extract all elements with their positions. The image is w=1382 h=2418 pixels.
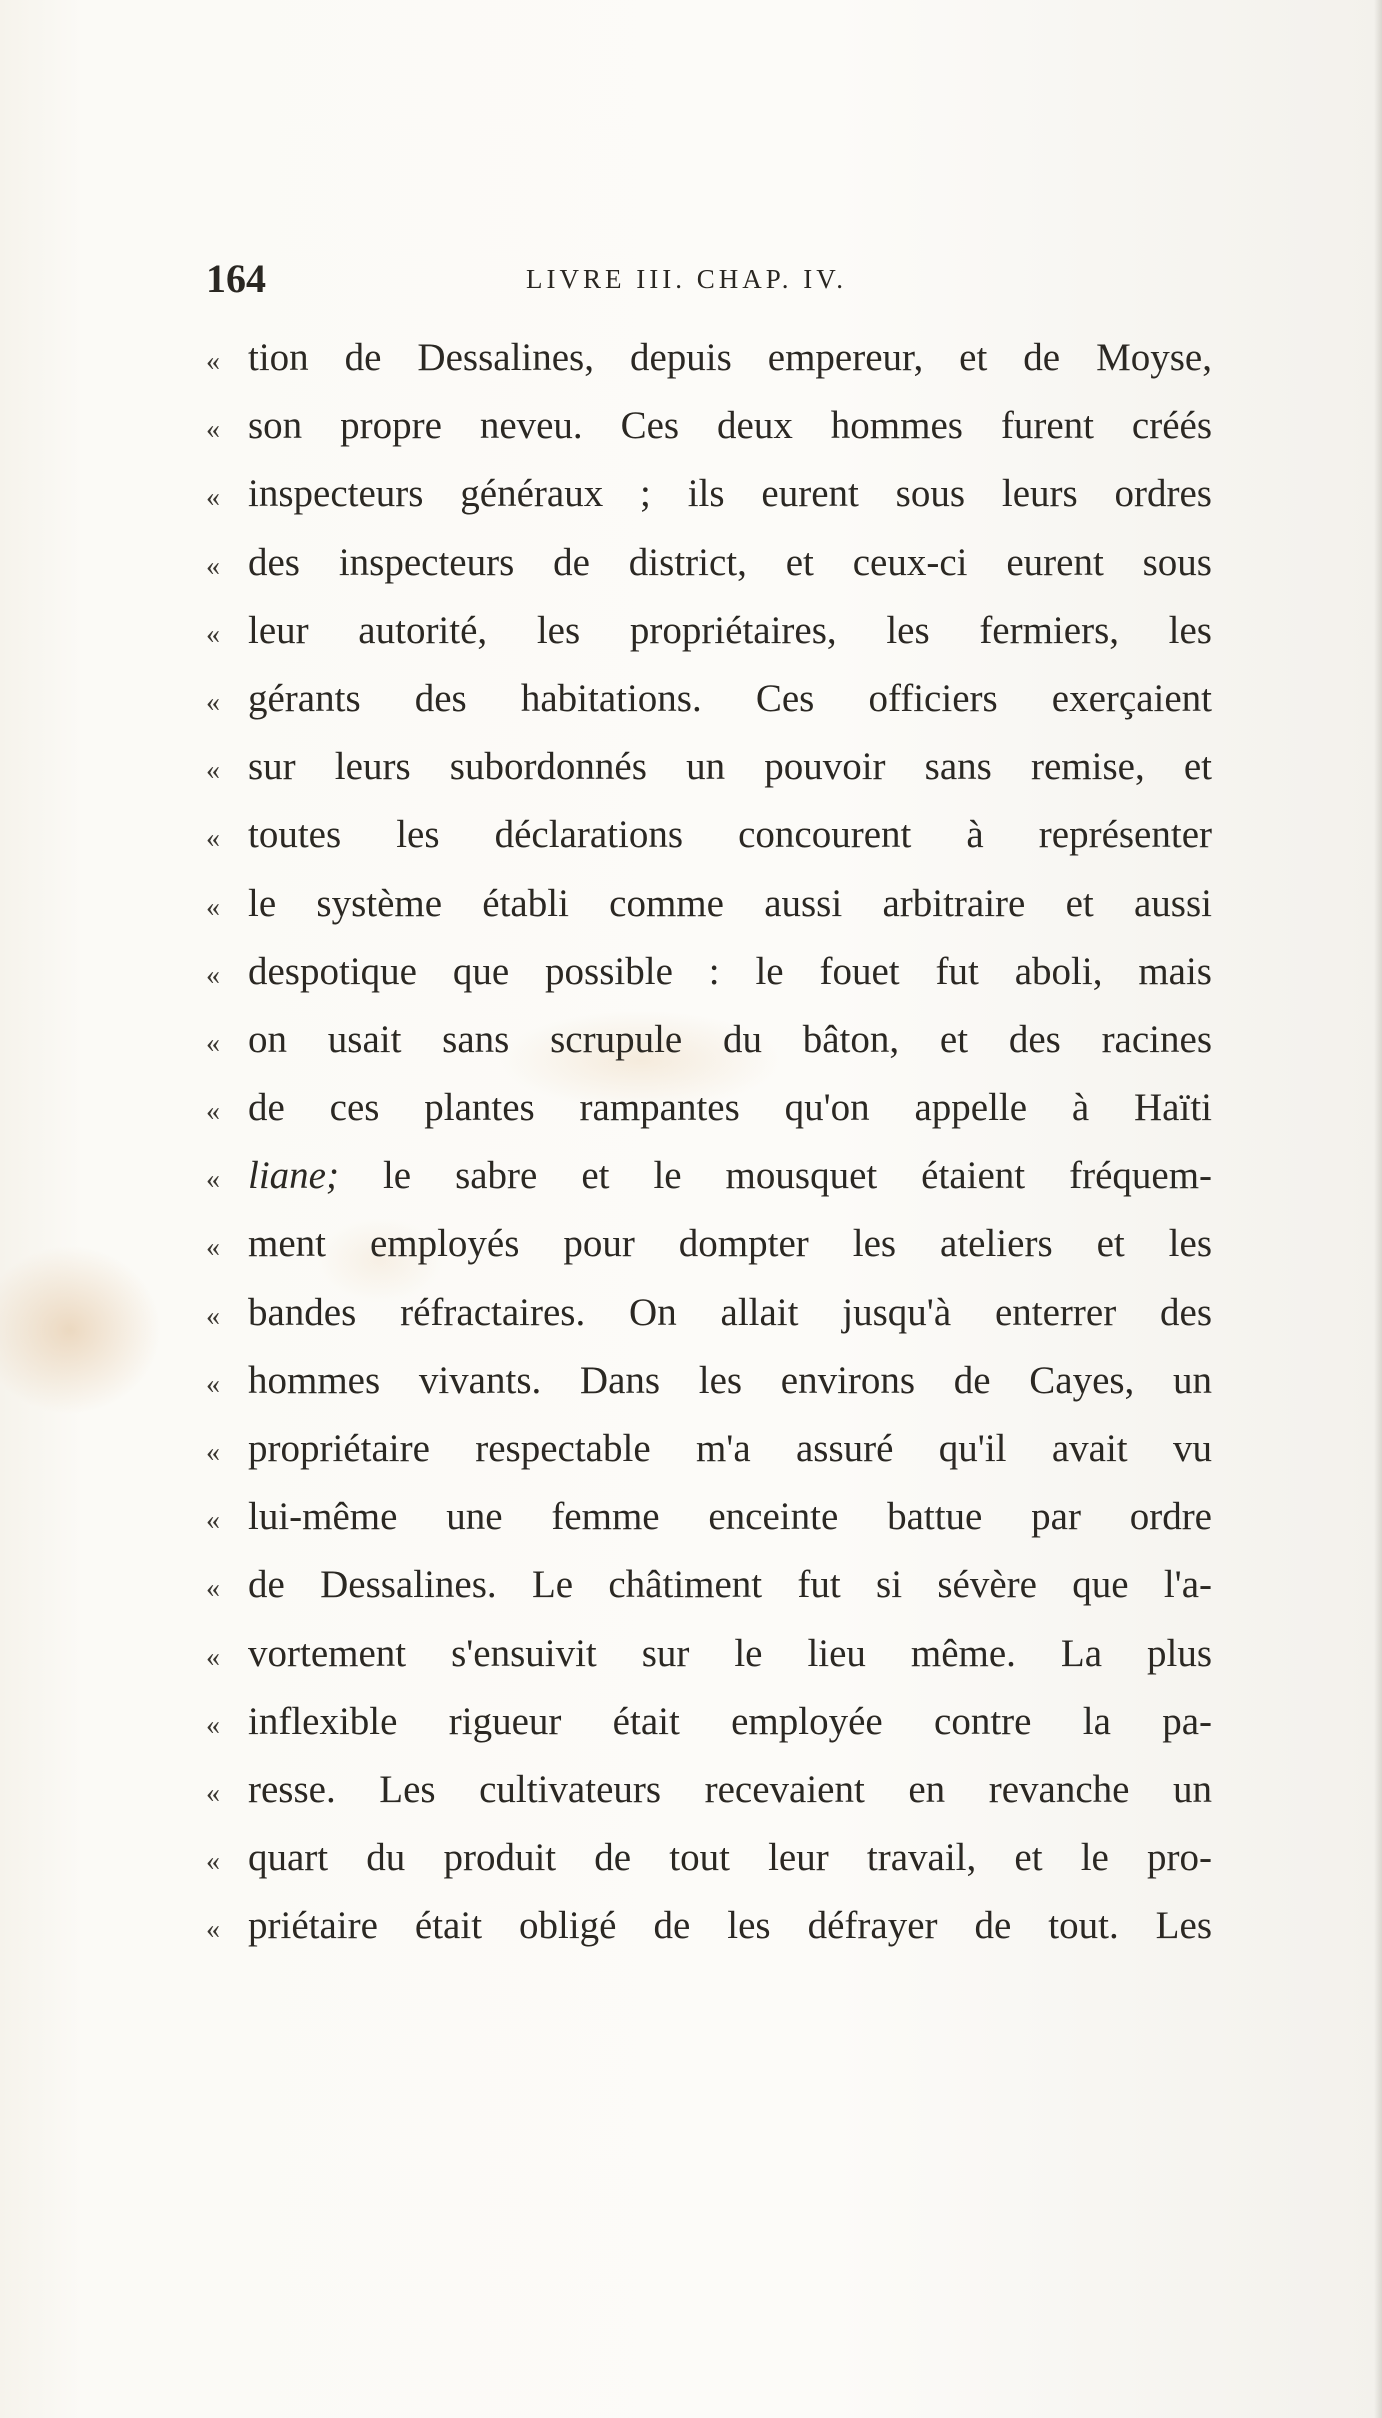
text-line (206, 597, 1212, 665)
quote-mark: « (206, 1709, 220, 1741)
italic-word: liane; (248, 1154, 339, 1198)
line-text: quart du produit de tout leur travail, et le pro- (248, 1836, 1212, 1880)
quote-mark: « (206, 346, 220, 377)
page-edge-shadow (1374, 0, 1382, 2418)
line-text: sur leurs subordonnés un pouvoir sans remise, et (248, 745, 1212, 789)
line-text: toutes les déclarations concourent à représenter (248, 813, 1212, 857)
line-text: des inspecteurs de district, et ceux-ci eurent sous (248, 540, 1212, 584)
text-line (206, 1824, 1212, 1892)
text-line (206, 801, 1212, 869)
text-line (206, 1074, 1212, 1142)
quote-mark: « (206, 1846, 220, 1878)
body-text (206, 324, 1212, 1961)
line-text: ment employés pour dompter les ateliers et les (248, 1222, 1212, 1266)
quote-mark: « (206, 1232, 220, 1264)
text-line (206, 1210, 1212, 1278)
text-line (206, 1347, 1212, 1415)
quote-mark: « (206, 823, 220, 855)
text-line (206, 529, 1212, 597)
text-line (206, 1620, 1212, 1688)
text-line (206, 1892, 1212, 1960)
text-line (206, 1415, 1212, 1483)
line-text: son propre neveu. Ces deux hommes furent créés (248, 404, 1212, 448)
quote-mark: « (206, 1027, 220, 1059)
text-line (206, 324, 1212, 392)
line-text: gérants des habitations. Ces officiers exerçaient (248, 676, 1212, 720)
quote-mark: « (206, 618, 220, 650)
text-line (206, 733, 1212, 801)
text-line (206, 1756, 1212, 1824)
quote-mark: « (206, 1777, 220, 1809)
line-text: propriétaire respectable m'a assuré qu'il avait vu (248, 1427, 1212, 1470)
quote-mark: « (206, 1573, 220, 1605)
line-text: inspecteurs généraux ; ils eurent sous leurs ordres (248, 472, 1212, 516)
line-text: le sabre et le mousquet étaient fréquem- (382, 1154, 1212, 1198)
line-text: lui-même une femme enceinte battue par ordre (248, 1495, 1212, 1539)
line-text-with-italic (248, 1142, 1212, 1210)
running-head: LIVRE III. CHAP. IV. (526, 264, 847, 294)
line-text: le système établi comme aussi arbitraire et aussi (248, 881, 1212, 925)
quote-mark: « (206, 1164, 220, 1196)
quote-mark: « (206, 891, 220, 923)
line-text: on usait sans scrupule du bâton, et des racines (248, 1017, 1212, 1061)
quote-mark: « (206, 1096, 220, 1128)
quote-mark: « (206, 959, 220, 991)
line-text: priétaire était obligé de les défrayer de tout. Les (248, 1904, 1212, 1948)
quote-mark: « (206, 1300, 220, 1332)
quote-mark: « (206, 482, 220, 514)
line-text: tion de Dessalines, depuis empereur, et de Moyse, (248, 336, 1212, 379)
quote-mark: « (206, 1437, 220, 1468)
text-line (206, 1551, 1212, 1619)
text-line (206, 1006, 1212, 1074)
text-line (206, 1483, 1212, 1551)
line-text: despotique que possible : le fouet fut aboli, mais (248, 949, 1212, 993)
line-text: leur autorité, les propriétaires, les fermiers, les (248, 608, 1212, 652)
text-line (206, 1688, 1212, 1756)
line-text: hommes vivants. Dans les environs de Cayes, un (248, 1358, 1212, 1402)
page-header (206, 248, 1212, 310)
text-line (206, 1142, 1212, 1210)
line-text: resse. Les cultivateurs recevaient en revanche un (248, 1767, 1212, 1811)
line-text: de ces plantes rampantes qu'on appelle à Haïti (248, 1086, 1212, 1130)
text-line (206, 665, 1212, 733)
line-text: inflexible rigueur était employée contre la pa- (248, 1699, 1212, 1743)
quote-mark: « (206, 1914, 220, 1946)
line-text: de Dessalines. Le châtiment fut si sévère que l'a- (248, 1563, 1212, 1607)
text-line (206, 392, 1212, 460)
line-text: bandes réfractaires. On allait jusqu'à enterrer des (248, 1290, 1212, 1334)
text-line (206, 938, 1212, 1006)
quote-mark: « (206, 755, 220, 787)
text-line (206, 460, 1212, 528)
quote-mark: « (206, 1368, 220, 1400)
line-text: vortement s'ensuivit sur le lieu même. La plus (248, 1631, 1212, 1675)
quote-mark: « (206, 686, 220, 718)
quote-mark: « (206, 1505, 220, 1537)
quote-mark: « (206, 414, 220, 446)
text-line (206, 1279, 1212, 1347)
page-number: 164 (206, 256, 266, 301)
quote-mark: « (206, 550, 220, 582)
text-line (206, 870, 1212, 938)
quote-mark: « (206, 1641, 220, 1673)
